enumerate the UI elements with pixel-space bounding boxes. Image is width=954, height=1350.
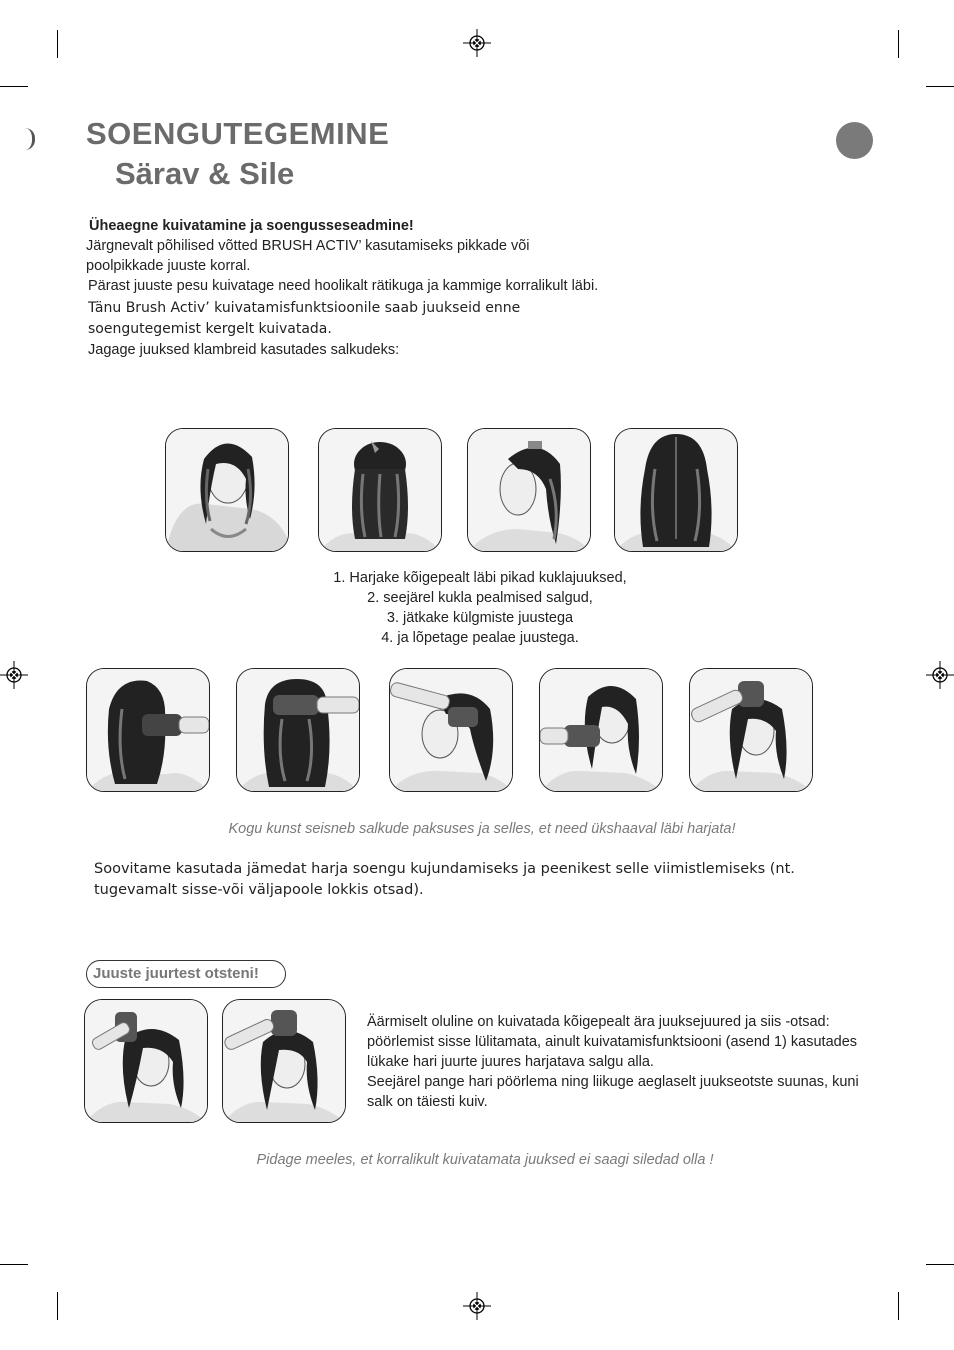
step-item: 2. seejärel kukla pealmised salgud, (367, 590, 593, 606)
language-badge (836, 122, 873, 159)
crop-mark (926, 86, 954, 87)
roots-line: Äärmiselt oluline on kuivatada kõigepealt ära juuksejuured ja siis -otsad: (367, 1014, 830, 1030)
illustration-sectioning-1 (165, 428, 289, 552)
step-item: 1. Harjake kõigepealt läbi pikad kuklajuuksed, (333, 570, 627, 586)
intro-line: Pärast juuste pesu kuivatage need hoolikalt rätikuga ja kammige korralikult läbi. (88, 278, 599, 294)
intro-line: Jagage juuksed klambreid kasutades salkudeks: (88, 342, 400, 358)
illustration-roots-1 (84, 999, 208, 1123)
crop-mark (0, 1264, 28, 1265)
illustration-brushing-4 (539, 668, 663, 792)
page-title: SOENGUTEGEMINE (86, 116, 390, 151)
steps-list (250, 568, 710, 648)
registration-mark-icon (0, 661, 28, 689)
illustration-brushing-2 (236, 668, 360, 792)
roots-instructions (367, 1012, 867, 1112)
illustration-brushing-3 (389, 668, 513, 792)
page-edge-marker (22, 128, 35, 150)
crop-mark (926, 1264, 954, 1265)
illustration-sectioning-4 (614, 428, 738, 552)
section-label: Juuste juurtest otsteni! (86, 960, 286, 988)
reminder-caption: Pidage meeles, et korralikult kuivatamata juuksed ei saagi siledad olla ! (256, 1152, 714, 1168)
crop-mark (57, 30, 58, 58)
crop-mark (0, 86, 28, 87)
intro-lead: Üheaegne kuivatamine ja soengusseseadmine! (89, 218, 414, 234)
registration-mark-icon (463, 1292, 491, 1320)
registration-mark-icon (926, 661, 954, 689)
intro-line: Järgnevalt põhilised võtted BRUSH ACTIV’ kasutamiseks pikkade või poolpikkade juuste korral. (86, 238, 530, 274)
illustration-sectioning-2 (318, 428, 442, 552)
page-subtitle: Särav & Sile (115, 156, 295, 191)
intro-section (86, 216, 606, 360)
roots-line: pöörlemist sisse lülitamata, ainult kuivatamisfunktsiooni (asend 1) kasutades lükake hari juurte juures harjatava salgu alla. (367, 1034, 858, 1070)
step-item: 4. ja lõpetage pealae juustega. (381, 630, 579, 646)
tip-caption: Kogu kunst seisneb salkude paksuses ja selles, et need ükshaaval läbi harjata! (228, 821, 736, 837)
roots-line: Seejärel pange hari pöörlema ning liikuge aeglaselt juukseotste suunas, kuni salk on täiesti kuiv. (367, 1074, 859, 1110)
crop-mark (898, 1292, 899, 1320)
registration-mark-icon (463, 29, 491, 57)
illustration-brushing-1 (86, 668, 210, 792)
illustration-sectioning-3 (467, 428, 591, 552)
crop-mark (898, 30, 899, 58)
illustration-roots-2 (222, 999, 346, 1123)
brush-recommendation-text: Soovitame kasutada jämedat harja soengu kujundamiseks ja peenikest selle viimistlemiseks (nt. tugevamalt sisse-või väljapoole lokkis otsad). (94, 861, 795, 898)
illustration-brushing-5 (689, 668, 813, 792)
intro-line: Tänu Brush Activ’ kuivatamisfunktsioonile saab juukseid enne soengutegemist kergelt kuivatada. (88, 300, 521, 337)
crop-mark (57, 1292, 58, 1320)
step-item: 3. jätkake külgmiste juustega (386, 610, 574, 626)
